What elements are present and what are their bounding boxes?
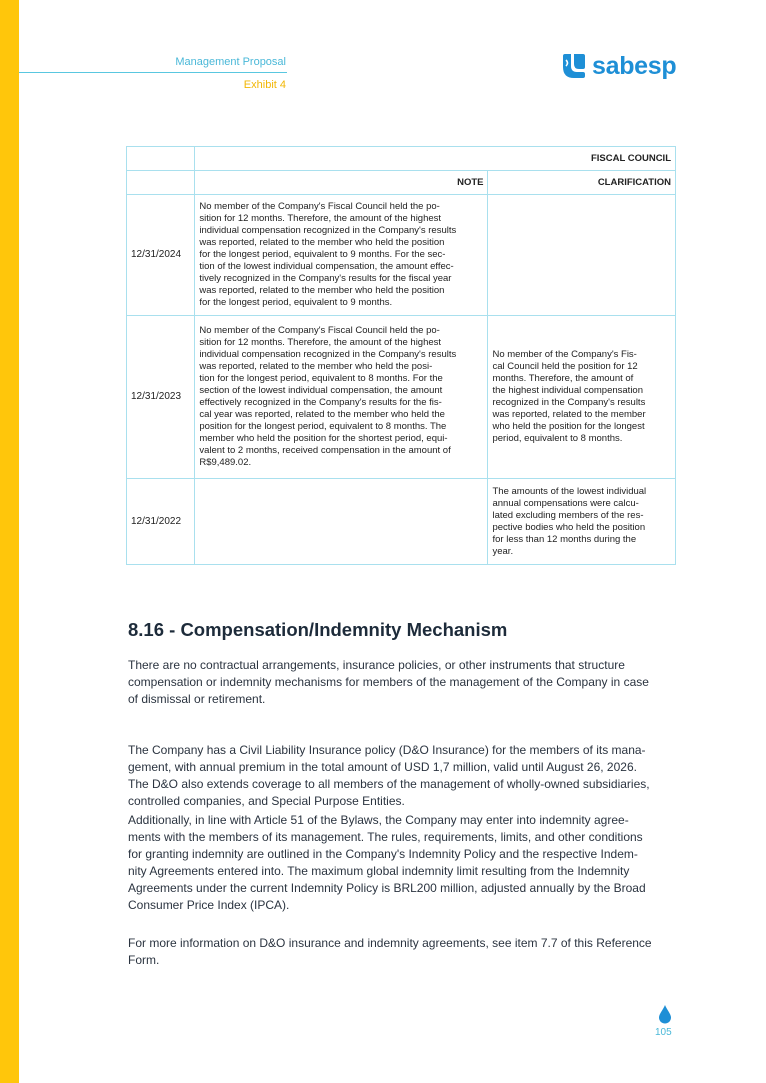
table-column-header-row bbox=[127, 171, 676, 195]
side-accent-bar bbox=[0, 0, 19, 1083]
table-row bbox=[127, 316, 676, 479]
clarification-cell bbox=[488, 195, 676, 316]
date-cell: 12/31/2022 bbox=[127, 479, 195, 565]
clarification-cell: The amounts of the lowest individual annual compensations were calcu- lated excluding members of the res- pective bodies who held the position for less than 12 months during the year. bbox=[488, 479, 676, 565]
body-paragraph: Additionally, in line with Article 51 of the Bylaws, the Company may enter into indemnity agree- ments with the members of its management. The rules, requirements, limits, and other conditions for granting indemnity are outlined in the Company's Indemnity Policy and the respective Indem- nity Agreements entered into. The maximum global indemnity limit resulting from the Indemnity Agreements under the current Indemnity Policy is BRL200 million, adjusted annually by the Broad Consumer Price Index (IPCA). bbox=[128, 813, 646, 912]
table-group-header-row bbox=[127, 147, 676, 171]
clarification-cell: No member of the Company's Fis- cal Council held the position for 12 months. Therefore, the amount of the highest individual compensation recognized in the Company's results was reported, related to the member who held the position for the longest period, equivalent to 8 months. bbox=[488, 316, 676, 479]
header-divider bbox=[19, 72, 287, 73]
header-subtitle: Exhibit 4 bbox=[243, 79, 286, 91]
table-row bbox=[127, 479, 676, 565]
section-title: 8.16 - Compensation/Indemnity Mechanism bbox=[128, 619, 508, 640]
note-cell: No member of the Company's Fiscal Council held the po- sition for 12 months. Therefore, the amount of the highest individual compensation recognized in the Company's results was reported, related to the member who held the position for the longest period, equivalent to 9 months. For the sec- tion of the lowest individual compensation, the amount effec- tively recognized in the Company's results for the fiscal year was reported, related to the member who held the position for the longest period, equivalent to 9 months. bbox=[195, 195, 488, 316]
page-number: 105 bbox=[655, 1027, 672, 1038]
fiscal-council-table bbox=[126, 146, 676, 565]
table-row bbox=[127, 195, 676, 316]
table-corner-cell bbox=[127, 147, 195, 171]
sabesp-logo-icon bbox=[560, 52, 588, 80]
note-cell bbox=[195, 479, 488, 565]
table-corner-cell bbox=[127, 171, 195, 195]
date-cell: 12/31/2023 bbox=[127, 316, 195, 479]
note-column-header: NOTE bbox=[195, 171, 488, 195]
logo-wordmark: sabesp bbox=[592, 52, 677, 80]
note-cell: No member of the Company's Fiscal Council held the po- sition for 12 months. Therefore, the amount of the highest individual compensation recognized in the Company's results was reported, related to the member who held the posi- tion for the longest period, equivalent to 8 months. For the section of the lowest individual compensation, the amount effectively recognized in the Company's results for the fis- cal year was reported, related to the member who held the position for the longest period, equivalent to 8 months. The member who held the position for the shortest period, equi- valent to 2 months, received compensation in the amount of R$9,489.02. bbox=[195, 316, 488, 479]
date-cell: 12/31/2024 bbox=[127, 195, 195, 316]
fiscal-council-header: FISCAL COUNCIL bbox=[195, 147, 676, 171]
sabesp-logo bbox=[560, 51, 676, 81]
body-paragraph: For more information on D&O insurance and indemnity agreements, see item 7.7 of this Reference Form. bbox=[128, 936, 652, 967]
body-paragraph: There are no contractual arrangements, insurance policies, or other instruments that structure compensation or indemnity mechanisms for members of the management of the Company in case of dismissal or retirement. bbox=[128, 658, 649, 706]
water-drop-icon bbox=[658, 1004, 672, 1024]
clarification-column-header: CLARIFICATION bbox=[488, 171, 676, 195]
header-title: Management Proposal bbox=[175, 56, 286, 68]
body-paragraph: The Company has a Civil Liability Insurance policy (D&O Insurance) for the members of its mana- gement, with annual premium in the total amount of USD 1,7 million, valid until August 26, 2026. The D&O also extends coverage to all members of the management of wholly-owned subsidiaries, controlled companies, and Special Purpose Entities. bbox=[128, 743, 650, 808]
